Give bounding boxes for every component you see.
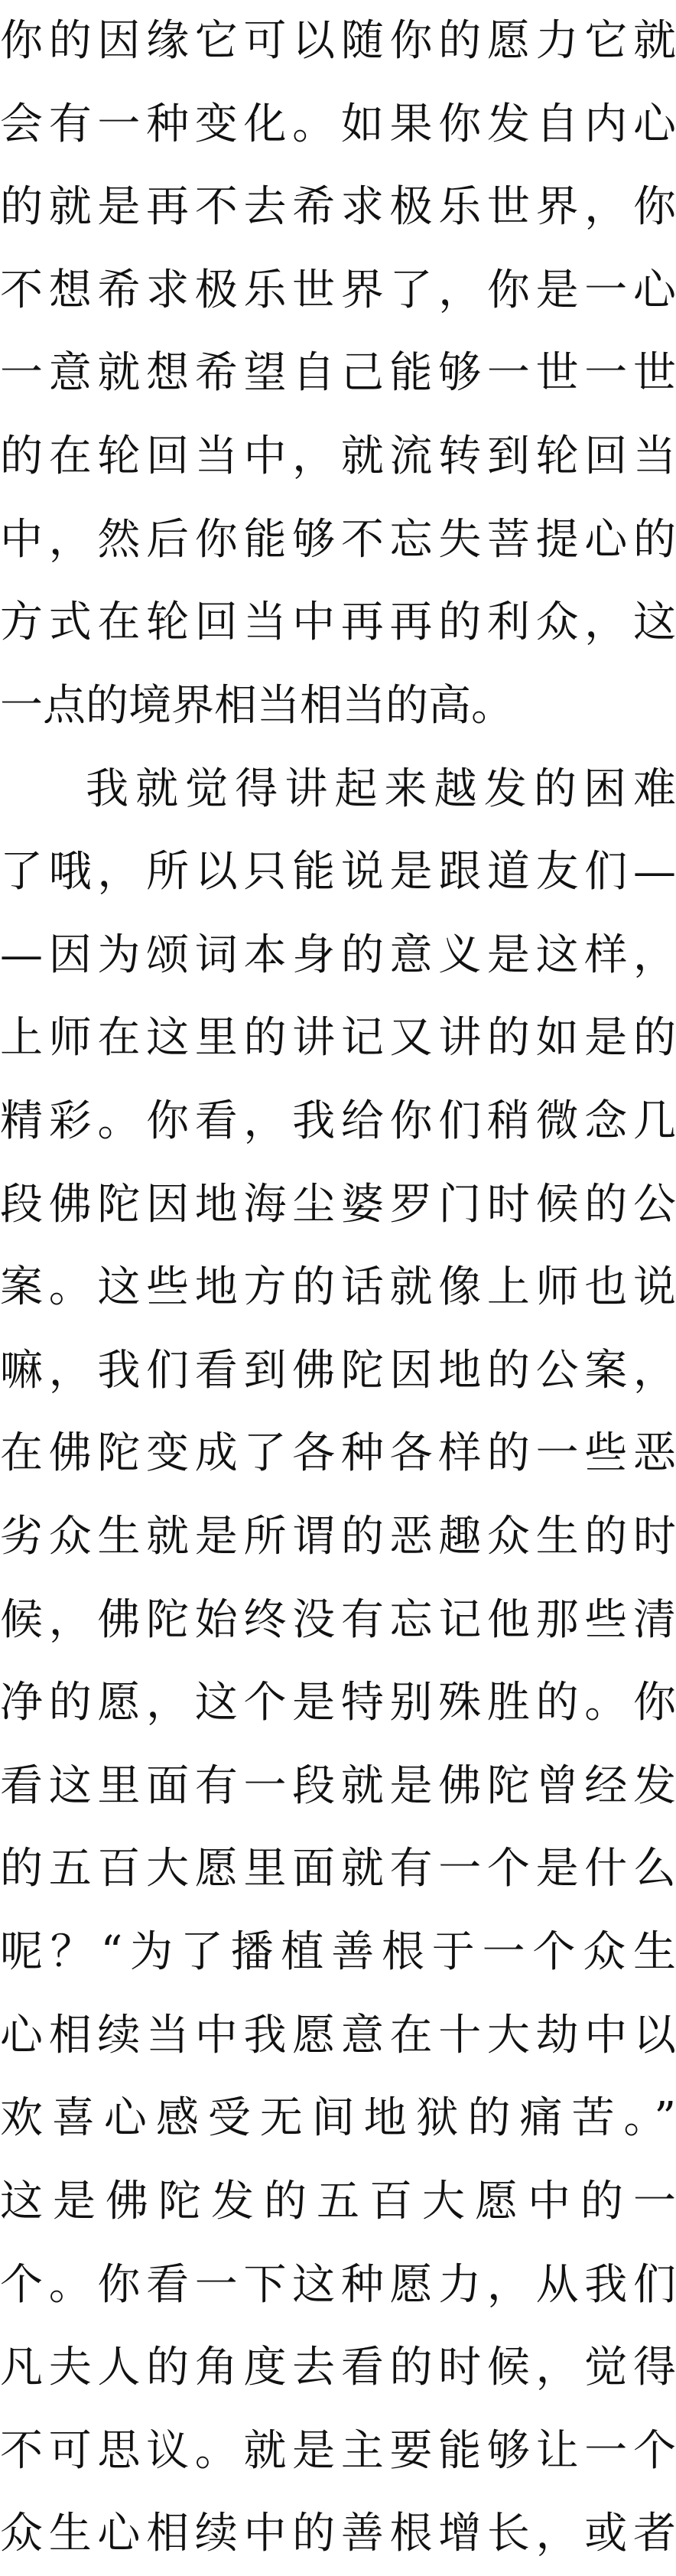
text-line: 方式在轮回当中再再的利众，这 (0, 598, 676, 648)
text-line: —因为颂词本身的意义是这样， (0, 930, 676, 980)
text-line: 众生心相续中的善根增长，或者 (0, 2509, 676, 2559)
text-line: 上师在这里的讲记又讲的如是的 (0, 1013, 676, 1063)
text-line: 候，佛陀始终没有忘记他那些清 (0, 1594, 676, 1645)
text-line: 凡夫人的角度去看的时候，觉得 (0, 2343, 676, 2393)
text-line: 在佛陀变成了各种各样的一些恶 (0, 1428, 676, 1479)
text-line: 看这里面有一段就是佛陀曾经发 (0, 1760, 676, 1811)
text-line: 的在轮回当中，就流转到轮回当 (0, 432, 676, 482)
text-line: 劣众生就是所谓的恶趣众生的时 (0, 1512, 676, 1562)
text-line: 这是佛陀发的五百大愿中的一 (0, 2176, 676, 2226)
text-line: 一点的境界相当相当的高。 (0, 680, 514, 731)
text-line: 净的愿，这个是特别殊胜的。你 (0, 1678, 676, 1728)
text-line: 一意就想希望自己能够一世一世 (0, 348, 676, 399)
text-line: 不可思议。就是主要能够让一个 (0, 2425, 676, 2476)
text-line: 精彩。你看，我给你们稍微念几 (0, 1096, 676, 1146)
text-line: 你的因缘它可以随你的愿力它就 (0, 16, 676, 66)
text-line: 我就觉得讲起来越发的困难 (86, 764, 676, 814)
text-line: 中，然后你能够不忘失菩提心的 (0, 514, 676, 565)
text-line: 了哦，所以只能说是跟道友们— (0, 847, 676, 897)
text-line: 嘛，我们看到佛陀因地的公案， (0, 1345, 676, 1395)
text-line: 的就是再不去希求极乐世界，你 (0, 182, 676, 233)
text-line: 心相续当中我愿意在十大劫中以 (0, 2010, 676, 2060)
text-line: 会有一种变化。如果你发自内心 (0, 99, 676, 149)
text-line: 呢？“为了播植善根于一个众生 (0, 1927, 676, 1978)
text-line: 不想希求极乐世界了，你是一心 (0, 265, 676, 315)
text-line: 个。你看一下这种愿力，从我们 (0, 2259, 676, 2310)
text-line: 案。这些地方的话就像上师也说 (0, 1262, 676, 1313)
text-line: 的五百大愿里面就有一个是什么 (0, 1844, 676, 1894)
text-line: 段佛陀因地海尘婆罗门时候的公 (0, 1179, 676, 1229)
text-line: 欢喜心感受无间地狱的痛苦。” (0, 2093, 676, 2144)
